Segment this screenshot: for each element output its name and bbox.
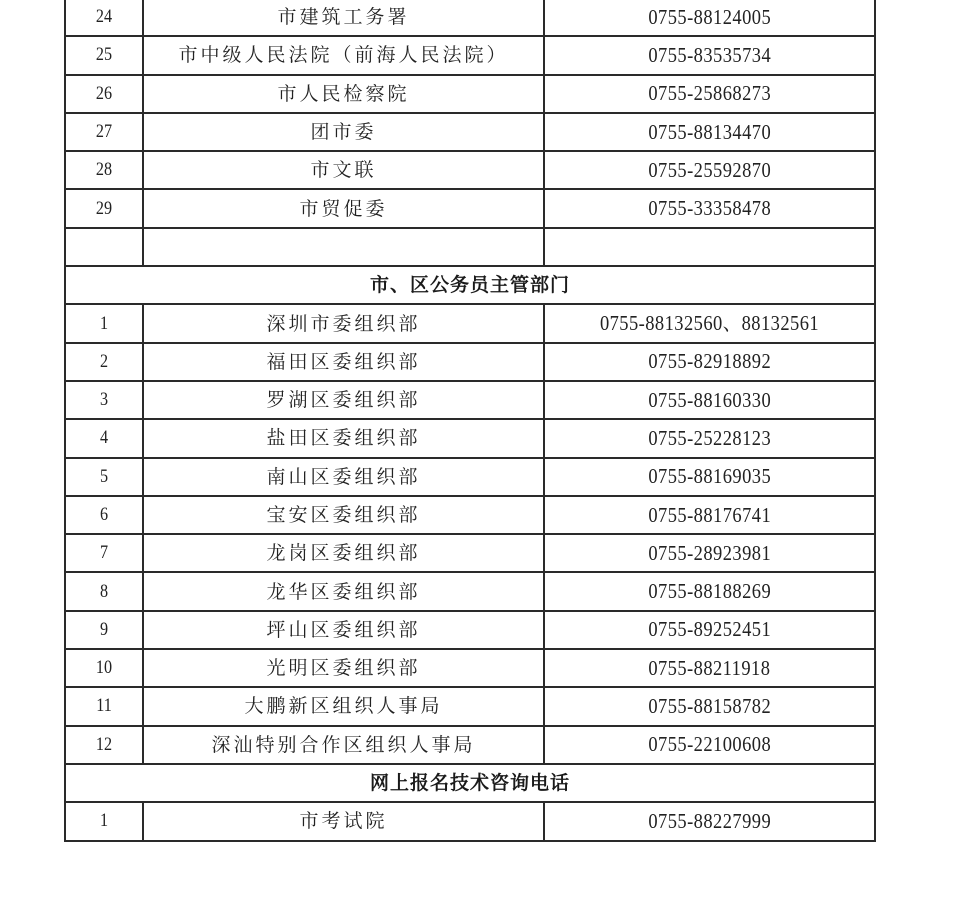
row-number: 26 — [71, 75, 137, 113]
phone-number: 0755-89252451 — [544, 611, 875, 649]
department-name: 光明区委组织部 — [143, 649, 544, 687]
phone-number: 0755-88160330 — [544, 381, 875, 419]
phone-number: 0755-25868273 — [544, 75, 875, 113]
row-number: 7 — [71, 534, 137, 572]
department-name: 深圳市委组织部 — [143, 304, 544, 342]
phone-number: 0755-88132560、88132561 — [544, 304, 875, 342]
phone-number: 0755-25228123 — [544, 419, 875, 457]
table-row — [65, 151, 875, 189]
row-number: 2 — [71, 343, 137, 381]
empty-row — [65, 228, 875, 266]
phone-number: 0755-88134470 — [544, 113, 875, 151]
department-name: 市文联 — [143, 151, 544, 189]
table-row — [65, 36, 875, 74]
table-row — [65, 304, 875, 342]
table-row — [65, 726, 875, 764]
row-number: 25 — [71, 36, 137, 74]
table-row — [65, 611, 875, 649]
phone-number: 0755-88188269 — [544, 572, 875, 610]
phone-number: 0755-88124005 — [544, 0, 875, 36]
table-row — [65, 0, 875, 36]
row-number: 28 — [71, 151, 137, 189]
phone-number: 0755-88227999 — [544, 802, 875, 840]
table-row — [65, 496, 875, 534]
row-number: 9 — [71, 611, 137, 649]
department-name: 南山区委组织部 — [143, 458, 544, 496]
row-number: 5 — [71, 458, 137, 496]
table-row — [65, 534, 875, 572]
department-name: 坪山区委组织部 — [143, 611, 544, 649]
table-row — [65, 343, 875, 381]
section-header-civil-service-departments: 市、区公务员主管部门 — [65, 266, 875, 304]
table-row — [65, 381, 875, 419]
department-name: 团市委 — [143, 113, 544, 151]
row-number: 6 — [71, 496, 137, 534]
department-name: 龙华区委组织部 — [143, 572, 544, 610]
row-number: 3 — [71, 381, 137, 419]
row-number: 29 — [71, 189, 137, 227]
phone-number — [544, 228, 875, 266]
contact-table-page — [64, 0, 874, 842]
table-row — [65, 189, 875, 227]
phone-number: 0755-88169035 — [544, 458, 875, 496]
phone-number: 0755-83535734 — [544, 36, 875, 74]
department-name: 盐田区委组织部 — [143, 419, 544, 457]
table-row — [65, 458, 875, 496]
department-name — [143, 228, 544, 266]
table-row — [65, 113, 875, 151]
department-name: 市人民检察院 — [143, 75, 544, 113]
table-row — [65, 419, 875, 457]
table-row — [65, 572, 875, 610]
department-name: 深汕特别合作区组织人事局 — [143, 726, 544, 764]
department-name: 福田区委组织部 — [143, 343, 544, 381]
department-name: 罗湖区委组织部 — [143, 381, 544, 419]
phone-number: 0755-25592870 — [544, 151, 875, 189]
row-number: 8 — [71, 572, 137, 610]
phone-number: 0755-33358478 — [544, 189, 875, 227]
department-name: 市考试院 — [143, 802, 544, 840]
row-number: 12 — [71, 726, 137, 764]
phone-number: 0755-88176741 — [544, 496, 875, 534]
section-header-row — [65, 764, 875, 802]
section-header-row — [65, 266, 875, 304]
department-name: 市建筑工务署 — [143, 0, 544, 36]
department-name: 市贸促委 — [143, 189, 544, 227]
row-number: 27 — [71, 113, 137, 151]
row-number: 4 — [71, 419, 137, 457]
phone-number: 0755-28923981 — [544, 534, 875, 572]
row-number: 24 — [71, 0, 137, 36]
phone-number: 0755-82918892 — [544, 343, 875, 381]
contact-table — [64, 0, 876, 842]
row-number: 11 — [71, 687, 137, 725]
department-name: 市中级人民法院（前海人民法院） — [143, 36, 544, 74]
department-name: 龙岗区委组织部 — [143, 534, 544, 572]
phone-number: 0755-88211918 — [544, 649, 875, 687]
phone-number: 0755-22100608 — [544, 726, 875, 764]
section-header-online-registration-support: 网上报名技术咨询电话 — [65, 764, 875, 802]
table-row — [65, 649, 875, 687]
department-name: 宝安区委组织部 — [143, 496, 544, 534]
contact-table-body — [65, 0, 875, 841]
department-name: 大鹏新区组织人事局 — [143, 687, 544, 725]
table-row — [65, 75, 875, 113]
row-number: 10 — [71, 649, 137, 687]
table-row — [65, 802, 875, 840]
phone-number: 0755-88158782 — [544, 687, 875, 725]
row-number: 1 — [71, 304, 137, 342]
table-row — [65, 687, 875, 725]
row-number: 1 — [71, 802, 137, 840]
row-number — [71, 228, 137, 266]
